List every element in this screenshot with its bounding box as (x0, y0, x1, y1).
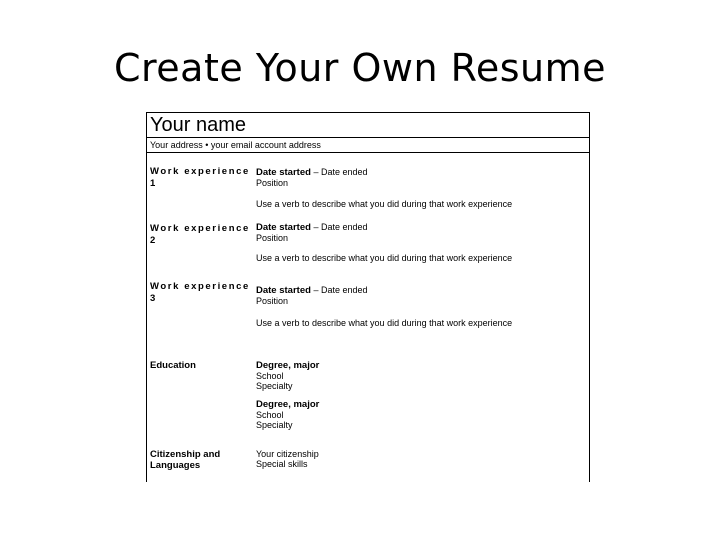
citizenship-details: Your citizenship Special skills (256, 449, 319, 469)
date-started: Date started (256, 285, 311, 296)
slide-title: Create Your Own Resume (113, 46, 607, 90)
education-entry-2 (256, 400, 319, 430)
date-ended: – Date ended (313, 285, 368, 295)
position: Position (256, 233, 289, 243)
work-experience-3-details (256, 285, 367, 306)
position: Position (256, 296, 289, 306)
work-experience-3-label: Work experience 3 (150, 281, 250, 304)
degree: Degree, major (256, 360, 320, 371)
work-experience-1-description: Use a verb to describe what you did during that work experience (256, 199, 513, 209)
education-entry-1 (256, 361, 319, 391)
name-header-box (147, 112, 589, 138)
work-experience-3-description: Use a verb to describe what you did during that work experience (256, 318, 513, 328)
specialty: Specialty (256, 420, 293, 430)
work-experience-1-details (256, 167, 367, 188)
resume-name: Your name (150, 114, 246, 136)
school: School (256, 371, 284, 381)
work-experience-2-description: Use a verb to describe what you did during that work experience (256, 253, 513, 263)
citizenship-label: Citizenship and Languages (150, 449, 221, 471)
work-experience-2-details (256, 222, 367, 243)
date-ended: – Date ended (313, 222, 368, 232)
date-ended: – Date ended (313, 167, 368, 177)
school: School (256, 410, 284, 420)
specialty: Specialty (256, 381, 293, 391)
address-line: Your address • your email account address (150, 140, 321, 150)
resume-template (146, 112, 590, 482)
date-started: Date started (256, 167, 311, 178)
position: Position (256, 178, 289, 188)
education-label: Education (150, 360, 196, 371)
header-divider (147, 152, 589, 153)
work-experience-1-label: Work experience 1 (150, 166, 250, 189)
work-experience-2-label: Work experience 2 (150, 223, 250, 246)
degree: Degree, major (256, 399, 320, 410)
date-started: Date started (256, 222, 311, 233)
